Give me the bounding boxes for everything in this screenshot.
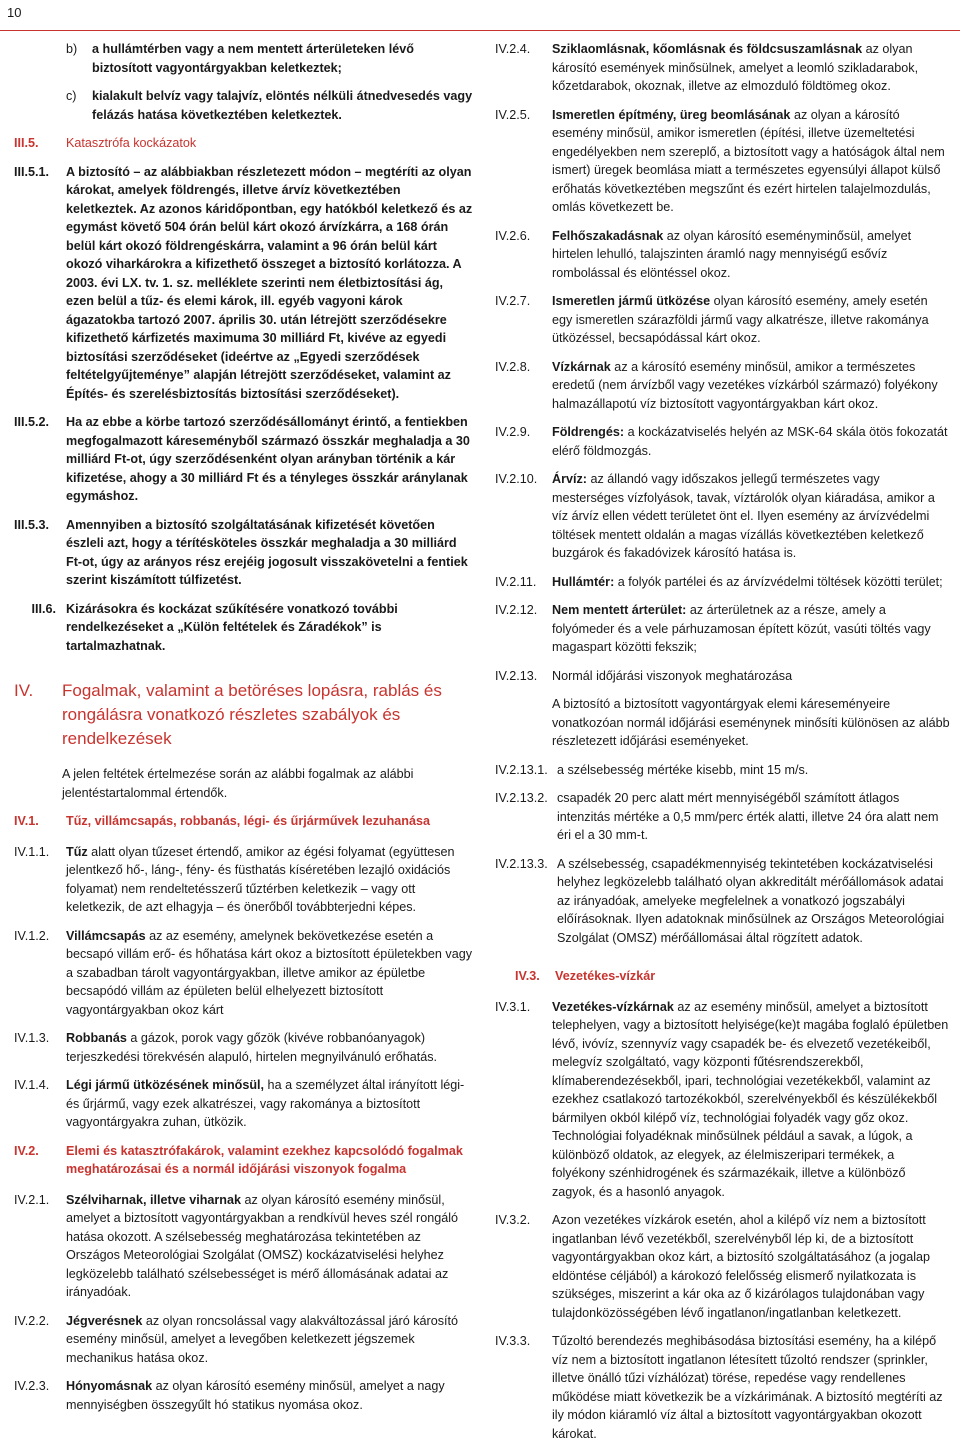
- definition-text: az olyan a károsító esemény minősül, amikor ismeretlen (építési, illetve üzemeltetési engedélyekben nem szereplő, a biztosított vagy a hatóságok által nem ismert) üregek beomlása miatt a természetes egyensúlyi állapot külső erőhatás következtében megszűnt és ezért hirtelen talajelmozdulás, omlás következett be.: [552, 107, 945, 214]
- sub-item-IV2131: [495, 761, 950, 780]
- definition-term: Tűz: [66, 844, 88, 859]
- section-title: Vezetékes-vízkár: [555, 969, 656, 983]
- definition-text: az olyan károsító eseményminősül, amelyet hirtelen lehulló, talajszinten áramló nagy mennyiségű esővíz rombolással és elöntéssel okoz.: [552, 228, 912, 280]
- sub-item-IV2133: [495, 855, 950, 948]
- definition-text: az az esemény minősül, amelyet a biztosított telephelyen, vagy a biztosított helyisége(ke)t magába foglaló épületben lévő, ivóvíz, szennyvíz vagy csapadék be- és elvezető vezetékeiből, melegvíz szolgáltató, vagy központi fűtésrendszerekből, klímaberendezésekből, ipari, technológiai vezetékekből, valamint az ezekhez csatlakozó tartozékokból, szerelvényekből és készülékekből bármilyen okból kilépő víz, technológiai folyadék vagy gőz okoz. Technológiai folyadéknak minősülnek például a savak, a lúgok, a különböző oldatok, az elegyek, az élelmiszeripari termékek, a folyékony szénhidrogének és származékaik, illetve a különböző zagyok, és a hasonló anyagok.: [552, 999, 949, 1199]
- definition-number: IV.2.12.: [495, 603, 538, 617]
- sub-item-text: csapadék 20 perc alatt mért mennyiségéből számított átlagos intenzitás mértéke a 0,5 mm/perc érték alatti, illetve 24 óra alatt nem éri el a 30 mm-t.: [557, 791, 939, 842]
- definition-number: IV.2.9.: [495, 425, 531, 439]
- definition-term: Vezetékes-vízkárnak: [552, 999, 674, 1014]
- section-number: IV.2.: [14, 1143, 39, 1158]
- clause-text: A biztosító – az alábbiakban részletezett módon – megtéríti az olyan károkat, amelyek földrengés, illetve árvíz következtében keletkeztek. Az azonos káridőpontban, egy hatókból keletkező és az egymást követő 504 órán belül kárt okozó árvízkárra, a 168 órán belül kárt okozó földrengéskárra, valamint a 96 órán belül kárt okozó viharkárokra a kifizethető összeget a biztosító korlátozza. A 2003. évi LX. tv. 1. sz. melléklete szerinti nem életbiztosítási ág, ezen belül a tűz- és elemi károk, ill. egyéb vagyoni károk ágazatokba tartozó 2007. április 30. után létrejött szerződésekre kifizethető kárfizetés maximuma 30 milliárd Ft, kivéve az egyedi biztosítási szerződéseket (ideértve az „Egyedi szerződések feltételgyűjteménye” alapján létrejött szerződéseket, valamint az Építés- és szerelésbiztosítás biztosítási szerződéseket).: [66, 164, 473, 401]
- definition-text: a kockázatviselés helyén az MSK-64 skála ötös fokozatát elérő földmozgás.: [552, 425, 948, 458]
- chapter-number: IV.: [14, 681, 34, 700]
- definition-number: IV.1.3.: [14, 1031, 50, 1045]
- clause-text: Ha az ebbe a körbe tartozó szerződésállományt érintő, a fentiekben megfogalmazott káreseményből származó összkár meghaladja a 30 milliárd Ft-ot, úgy szerződésenként olyan arányban történik a kár kifizetése, ahogy a 30 milliárd Ft és a tényleges összkár aránylanak egymáshoz.: [66, 415, 470, 503]
- definition-term: Sziklaomlásnak, kőomlásnak és földcsuszamlásnak: [552, 42, 863, 56]
- list-item-b: [14, 40, 474, 77]
- definition-number: IV.3.2.: [495, 1213, 531, 1227]
- definition-text: az olyan károsító események minősülnek, amelyet a leomló szikladarabok, kőzetdarabok, okoznak, illetve az elmozduló földtömeg okoz.: [552, 42, 919, 93]
- definition-number: IV.3.3.: [495, 1334, 531, 1348]
- definition-IV21: [14, 1191, 474, 1302]
- page-number: 10: [7, 5, 22, 20]
- definition-IV27: [495, 292, 950, 348]
- definition-text: Normál időjárási viszonyok meghatározása: [552, 668, 793, 683]
- definition-term: Nem mentett árterület:: [552, 603, 687, 617]
- chapter-title: Fogalmak, valamint a betöréses lopásra, rablás és rongálásra vonatkozó részletes szabályok és rendelkezések: [62, 681, 442, 748]
- definition-number: IV.2.2.: [14, 1313, 50, 1328]
- definition-IV24: [495, 40, 950, 96]
- list-marker: b): [66, 42, 78, 56]
- definition-number: IV.2.3.: [14, 1379, 50, 1393]
- definition-text: az olyan roncsolással vagy alakváltozással járó károsító esemény minősül, amelyet a levegőben keletkezett jégszemek mechanikus hatása okoz.: [66, 1313, 459, 1365]
- section-heading-III5: [14, 134, 474, 153]
- definition-term: Hónyomásnak: [66, 1379, 153, 1393]
- sub-item-text: A szélsebesség, csapadékmennyiség tekintetében kockázatviselési helyhez legközelebb található olyan akkreditált mérőállomások adatai az irányadóak, amelyeke megfelelnek a vonatkozó jogszabályi előírásoknak. Ilyen adatoknak minősülnek az Országos Meteorológiai Szolgálat (OMSZ) mérőállomásai által rögzített adatok.: [557, 856, 945, 945]
- section-number: IV.3.: [515, 969, 540, 983]
- definition-IV13: [14, 1029, 474, 1066]
- clause-III51: [14, 163, 474, 404]
- definition-IV29: [495, 423, 950, 460]
- clause-number: III.6.: [31, 601, 56, 616]
- definition-term: Robbanás: [66, 1031, 127, 1045]
- right-column: [495, 40, 950, 1453]
- chapter-intro: A jelen feltétek értelmezése során az alábbi fogalmak az alábbi jelentéstartalommal értendők.: [62, 767, 414, 800]
- definition-IV14: [14, 1076, 474, 1132]
- definition-text: olyan károsító esemény, amely esetén egy ismeretlen szárazföldi jármű vagy alkatrésze, illetve rakománya ütközéssel, becsapódással kárt okoz.: [552, 294, 929, 345]
- page-header-bar: [0, 0, 960, 31]
- list-text: kialakult belvíz vagy talajvíz, elöntés nélküli átnedvesedés vagy felázás hatása következtében keletkeztek.: [92, 89, 473, 122]
- definition-number: IV.2.4.: [495, 42, 531, 56]
- definition-IV22: [14, 1312, 474, 1368]
- definition-number: IV.3.1.: [495, 999, 531, 1014]
- definition-text: Azon vezetékes vízkárok esetén, ahol a kilépő víz nem a biztosított ingatlanban lévő vezetékből, szerelvényből lép ki, de a biztosított vagyontárgyakban okoz kárt, a biztosító szolgáltatásához (a jogalap eldöntése céljából) a károkozó felelősség elismerő nyilatkozata is szükséges, miszerint a kár oka az ő kizárólagos tulajdonában vagy tulajdonközösségében lévő ingatlanon/ingatlanban keletkezett.: [552, 1213, 931, 1320]
- definition-number: IV.1.2.: [14, 928, 50, 943]
- definition-IV210: [495, 470, 950, 563]
- definition-IV213: [495, 667, 950, 686]
- definition-text: az olyan károsító esemény minősül, amelyet a biztosított vagyontárgyakban a rendkívül heves szél rongáló hatása okozott. A szélsebesség meghatározása tekintetében az Országos Meteorológiai Szolgálat (OMSZ) kockázatviselési helyhez legközelebb található szélsebességet is mérő állomásának adatai az irányadóak.: [66, 1192, 459, 1299]
- definition-IV33: [495, 1332, 950, 1443]
- definition-number: IV.2.7.: [495, 294, 531, 308]
- definition-number: IV.1.4.: [14, 1078, 50, 1092]
- section-title: Katasztrófa kockázatok: [66, 136, 197, 150]
- section-number: IV.1.: [14, 814, 39, 828]
- definition-text: Tűzoltó berendezés meghibásodása biztosítási esemény, ha a kilépő víz nem a biztosított ingatlanon létesített tűzoltó rendszer (sprinkler, illetve önálló tűzi vízhálózat) törése, repedése vagy rendellenes működése miatt következik be a vízkárimának. A biztosító megtéríti az ily módon kiáramló víz által a biztosított vagyontárgyakban okozott károkat.: [552, 1334, 943, 1441]
- definition-number: IV.2.11.: [495, 574, 537, 589]
- definition-number: IV.2.5.: [495, 107, 531, 122]
- definition-number: IV.1.1.: [14, 844, 50, 859]
- definition-IV23: [14, 1377, 474, 1414]
- definition-term: Légi jármű ütközésének minősül,: [66, 1078, 265, 1092]
- section-title: Tűz, villámcsapás, robbanás, légi- és űrjárművek lezuhanása: [66, 814, 430, 828]
- definition-number: IV.2.10.: [495, 472, 538, 486]
- definition-IV25: [495, 106, 950, 217]
- list-item-c: [14, 87, 474, 124]
- section-heading-IV3: [495, 967, 950, 986]
- clause-number: III.5.1.: [14, 164, 50, 179]
- definition-term: Felhőszakadásnak: [552, 228, 664, 243]
- definition-term: Villámcsapás: [66, 928, 146, 943]
- definition-IV28: [495, 358, 950, 414]
- section-heading-IV1: [14, 812, 474, 831]
- clause-III6: [14, 600, 474, 656]
- definition-term: Hullámtér:: [552, 574, 615, 589]
- definition-text: az a károsító esemény minősül, amikor a természetes eredetű (nem árvízből vagy vezetékes vízkárból származó) folyékony halmazállapotú víz biztosított vagyontárgyakban kárt okoz.: [552, 359, 938, 411]
- clause-number: III.5.2.: [14, 415, 50, 429]
- sub-item-number: IV.2.13.1.: [495, 762, 548, 777]
- definition-text: az olyan károsító esemény minősül, amelyet a nagy mennyiségben összegyűlt hó statikus nyomása okoz.: [66, 1379, 445, 1412]
- section-title: Elemi és katasztrófakárok, valamint ezekhez kapcsolódó fogalmak meghatározásai és a normál időjárási viszonyok fogalma: [66, 1143, 463, 1176]
- normal-weather-intro: A biztosító a biztosított vagyontárgyak elemi káreseményeire vonatkozóan normál időjárási eseménynek minősíti különösen az alább részletezett időjárási eseményeket.: [552, 697, 950, 748]
- definition-text: ha a személyzet által irányított légi- és űrjármű, vagy ezek alkatrészei, vagy rakománya a biztosított vagyontárgyakra zuhan, ütközik.: [66, 1078, 465, 1129]
- definition-term: Jégverésnek: [66, 1313, 143, 1328]
- definition-term: Szélviharnak, illetve viharnak: [66, 1192, 242, 1207]
- clause-text: Amennyiben a biztosító szolgáltatásának kifizetését követően észleli azt, hogy a térítésköteles összkár meghaladja a 30 milliárd Ft-ot, úgy az arányos rész erejéig jogosult visszakövetelni a fentiek szerint kiszámított túlfizetést.: [66, 517, 468, 587]
- definition-text: az állandó vagy időszakos jellegű természetes vagy mesterséges vízfolyások, tavak, víztárolók olyan kiáradása, amikor a víz árvíz ellen védett területet önt el. Ilyen esemény az árvízvédelmi töltések mentett oldalán a magas vízállás következtében keletkező buzgárok és fakadóvizek károsító hatása is.: [552, 472, 935, 560]
- sub-item-number: IV.2.13.3.: [495, 856, 548, 871]
- sub-item-number: IV.2.13.2.: [495, 791, 548, 805]
- definition-text: az árterületnek az a része, amely a folyómeder és a vele párhuzamosan épített közút, vasúti töltés vagy magaspart közötti fekszik;: [552, 603, 931, 654]
- definition-IV12: [14, 927, 474, 1020]
- definition-number: IV.2.13.: [495, 668, 538, 683]
- definition-text: az az esemény, amelynek bekövetkezése esetén a becsapó villám erő- és hőhatása kárt okoz a biztosított épületekben vagy a szabadban tárolt vagyontárgyakban, illetve amikor az épületbe becsapódó villám az épületen belül elhelyezett biztosított vagyontárgyakban okoz kárt: [66, 928, 473, 1017]
- sub-item-IV2132: [495, 789, 950, 845]
- definition-IV32: [495, 1211, 950, 1322]
- clause-text: Kizárásokra és kockázat szűkítésére vonatkozó további rendelkezéseket a „Külön feltételek és Záradékok” is tartalmazhatnak.: [66, 601, 398, 653]
- definition-IV212: [495, 601, 950, 657]
- definition-number: IV.2.6.: [495, 228, 531, 243]
- definition-text: a folyók partélei és az árvízvédelmi töltések közötti terület;: [614, 574, 943, 589]
- definition-number: IV.2.8.: [495, 359, 531, 374]
- definition-term: Ismeretlen építmény, üreg beomlásának: [552, 107, 791, 122]
- left-column: [14, 40, 474, 1424]
- definition-text: a gázok, porok vagy gőzök (kivéve robbanóanyagok) terjeszkedési törekvésén alapuló, hirtelen megnyilvánuló erőhatás.: [66, 1031, 438, 1064]
- definition-term: Ismeretlen jármű ütközése: [552, 294, 711, 308]
- clause-number: III.5.3.: [14, 517, 50, 532]
- definition-term: Vízkárnak: [552, 359, 611, 374]
- chapter-heading-IV: [14, 679, 474, 751]
- list-marker: c): [66, 89, 77, 103]
- sub-item-text: a szélsebesség mértéke kisebb, mint 15 m/s.: [557, 762, 809, 777]
- definition-text: alatt olyan tűzeset értendő, amikor az égési folyamat (együttesen jelentkező hő-, láng-, fény- és füsthatás kíséretében lezajló oxidációs folyamat) nem rendeltetésszerű tűztérben keletkezik – vagy ott keletkezik, de azt elhagyja – és önerőből továbbterjedni képes.: [66, 844, 455, 914]
- definition-term: Földrengés:: [552, 425, 625, 439]
- definition-number: IV.2.1.: [14, 1192, 50, 1207]
- definition-IV31: [495, 998, 950, 1202]
- definition-IV211: [495, 573, 950, 592]
- clause-III53: [14, 516, 474, 590]
- list-text: a hullámtérben vagy a nem mentett árterületeken lévő biztosított vagyontárgyakban keletkeztek;: [92, 42, 414, 75]
- section-number: III.5.: [14, 136, 39, 150]
- definition-IV26: [495, 227, 950, 283]
- clause-III52: [14, 413, 474, 506]
- definition-term: Árvíz:: [552, 472, 587, 486]
- definition-IV11: [14, 843, 474, 917]
- section-heading-IV2: [14, 1142, 474, 1179]
